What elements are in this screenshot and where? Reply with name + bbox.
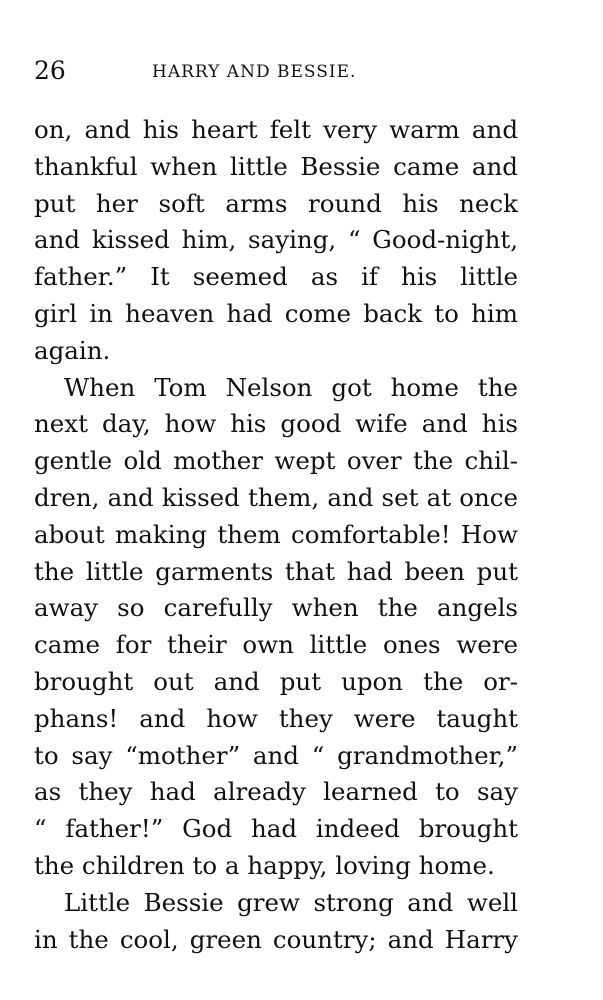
text-line: dren, and kissed them, and set at once [34,482,518,512]
text-line: put her soft arms round his neck [34,188,518,218]
page-header [34,56,534,90]
text-line: Little Bessie grew strong and well [64,887,518,917]
text-line: came for their own little ones were [34,630,518,660]
text-line: about making them comfortable! How [34,519,518,549]
text-line: the little garments that had been put [34,556,518,586]
text-line: the children to a happy, loving home. [34,850,495,880]
text-line: away so carefully when the angels [34,593,518,623]
text-line: again. [34,335,111,365]
text-line: gentle old mother wept over the chil- [34,446,518,476]
text-line: next day, how his good wife and his [34,409,518,439]
text-line: When Tom Nelson got home the [64,372,518,402]
text-line: to say “mother” and “ grandmother,” [34,740,518,770]
text-line: as they had already learned to say [34,777,518,807]
body-text [34,112,518,958]
text-line: phans! and how they were taught [34,703,518,733]
text-line: “ father!” God had indeed brought [34,814,518,844]
text-line: thankful when little Bessie came and [34,151,518,181]
text-line: father.” It seemed as if his little [34,262,518,292]
text-line: girl in heaven had come back to him [34,298,518,328]
text-line: and kissed him, saying, “ Good-night, [34,225,518,255]
text-line: brought out and put upon the or- [34,666,518,696]
text-line: on, and his heart felt very warm and [34,115,518,144]
text-line: in the cool, green country; and Harry [34,924,518,954]
page-number: 26 [34,56,66,85]
running-title: HARRY AND BESSIE. [152,62,357,82]
